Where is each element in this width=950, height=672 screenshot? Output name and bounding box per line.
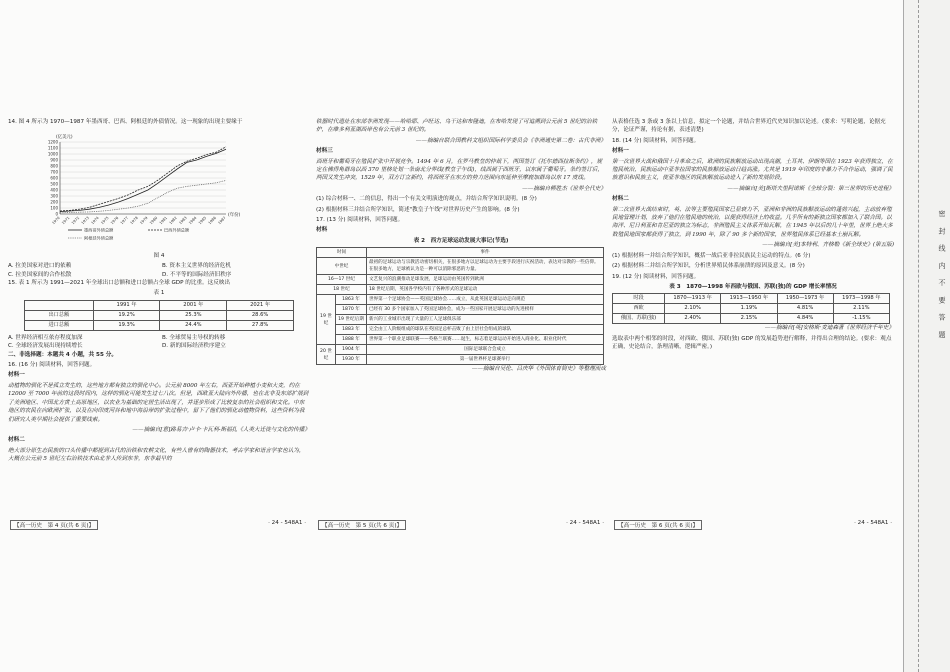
table1-header: 2001 年 <box>160 300 227 310</box>
y-tick-label: 200 <box>50 199 58 205</box>
page-5 <box>316 118 606 376</box>
footer-code: · 24 - 548A1 · <box>268 520 306 526</box>
q16-stem: 16. (16 分) 阅读材料，回答问题。 <box>8 362 96 369</box>
x-axis-label: (年份) <box>228 213 241 219</box>
y-tick-label: 1200 <box>47 139 58 145</box>
series-line <box>60 147 226 211</box>
table2-event: 世界第一个职业足球联赛——英格兰联赛……诞生，标志着足球运动开始进入商业化、职业化时代 <box>366 335 603 345</box>
series-line <box>60 150 226 212</box>
table2-time: 1883 年 <box>336 325 367 335</box>
q19-task: 选取表中两个相邻的时段，对西欧、俄国、苏联(独) GDP 的发展趋势进行解释，并得出合理的结论。(要求：观点正确，史论结合，条理清晰，逻辑严密。) <box>612 335 892 351</box>
legend-label: 墨西哥外债总额 <box>84 227 114 233</box>
material-text: 动植物的驯化不是孤立发生的，这些地方都有独立的驯化中心。公元前 8000 年左右，西亚开始种植小麦和大麦，约在 12000 至 7000 年前的这段时间内，这样的驯化可能发生过七八次。但是，西欧亚大陆向外传播，也在北非及东部扩展到了美洲地区、中国北方黄土高原地区，以农业为基础的定居生活出现了，并逐步形成了比较复杂的社会组织和文化。中东地区的农民在向欧洲扩张，以及在向印度河谷和地中海沿岸的扩张过程中，留下了他们的驯化动植物资料，这些资料为我们研究人类早期社会提供了重要线索。 <box>8 382 309 423</box>
page-6 <box>612 118 894 354</box>
material-title: 材料一 <box>8 372 25 379</box>
material-citation: ——摘编自[英]安格斯·麦迪森著《世界经济千年史》 <box>764 325 894 332</box>
table2-time: 中世纪 <box>317 258 367 275</box>
question-sub: (1) 根据材料一并结合所学知识，概括一战后亚非拉民族民主运动的特点。(6 分) <box>612 252 811 259</box>
footer-code: · 24 - 548A1 · <box>854 520 892 526</box>
table2-time: 1863 年 <box>336 295 367 305</box>
table2-time: 16—17 世纪 <box>317 275 367 285</box>
material-text: 西班牙和葡萄牙在殖民扩张中开展竞争。1494 年 6 月，在罗马教皇的仲裁下，两国签订《托尔德西拉斯条约》，规定在佛得角群岛以西 370 里格处划一条南北分界线(教皇子午线)，线西属于西班牙，以东属于葡萄牙。条约签订后，两国又发生冲突，1529 年，双方订立新约，将西班牙在东方的势力范围向东延伸至摩鹿加群岛以东 17 度线。 <box>316 158 604 182</box>
q17-task: 从表格任选 3 条或 3 条以上信息，拟定一个论题，并结合世界近代史知识加以论述。(要求：写明论题，论据充分，论证严谨，持论有据，表述清楚) <box>612 119 886 134</box>
table2 <box>316 247 604 365</box>
table3-cell: 2.11% <box>833 304 889 314</box>
y-axis-label: (亿美元) <box>56 135 73 141</box>
question-sub: (1) 综合材料一、二的信息，得出一个有关文明演进的观点，并结合所学知识说明。(8 分) <box>316 196 537 203</box>
table2-group: 19 世纪 <box>317 295 336 345</box>
seal-char: 密 <box>938 210 946 221</box>
x-tick-label: 1983 <box>178 216 188 226</box>
option-a: A. 拉美国家对进口的依赖 <box>8 263 72 270</box>
material-title: 材料 <box>316 227 328 234</box>
table3-cell: 2.10% <box>665 304 721 314</box>
table1-header: 2021 年 <box>227 300 294 310</box>
material-citation: ——摘编自[美]本特利、齐格勒《新全球史》(第五版) <box>762 242 894 249</box>
table2-event: 新兴的工业城市出现了大量的工人足球俱乐部 <box>366 315 603 325</box>
q19-stem: 19. (12 分) 阅读材料，回答问题。 <box>612 273 700 280</box>
table3-cell: 俄国、苏联(独) <box>613 314 665 324</box>
footer-page-label: 【高一历史 第 5 页(共 6 页)】 <box>318 520 406 530</box>
y-tick-label: 700 <box>50 169 58 175</box>
y-tick-label: 1100 <box>47 145 58 151</box>
material-title: 材料二 <box>612 196 629 203</box>
footer-page-label: 【高一历史 第 4 页(共 6 页)】 <box>10 520 98 530</box>
material-text: 绝大部分原生态民族的口头传播中都提到古代的治铁和农耕文化，有些人曾有的陶器技术，考古学家和语言学家也认为，大概在公元前 5 世纪左右治铁技术由北非人传到东非，东非最早的 <box>8 447 305 463</box>
table1-cell: 进口总额 <box>25 320 94 330</box>
q17-stem: 17. (13 分) 阅读材料，回答问题。 <box>316 217 404 224</box>
table2-time: 18 世纪 <box>317 285 367 295</box>
table3-cell: -1.15% <box>833 314 889 324</box>
table3-cell: 4.81% <box>777 304 833 314</box>
page-5-footer <box>318 520 604 530</box>
table3-header: 1973—1998 年 <box>833 294 889 304</box>
page-6-footer <box>614 520 892 530</box>
table2-group: 20 世纪 <box>317 345 336 365</box>
x-tick-label: 1985 <box>197 216 208 226</box>
table2-header: 时间 <box>317 248 367 258</box>
table3-cell: 西欧 <box>613 304 665 314</box>
table2-title: 表 2 西方足球运动发展大事记(节选) <box>413 237 509 244</box>
q14-options <box>8 262 310 279</box>
footer-page-label: 【高一历史 第 6 页(共 6 页)】 <box>614 520 702 530</box>
material-title: 材料一 <box>612 148 629 155</box>
y-tick-label: 900 <box>50 157 58 163</box>
option-a: A. 世界经济相互依存程度加深 <box>8 334 83 341</box>
material-citation: ——摘编自[意]路易吉·卢卡·卡瓦利-斯福扎《人类大迁徙与文化的传播》 <box>132 426 310 433</box>
material-title: 材料二 <box>8 437 25 444</box>
x-tick-label: 1974 <box>90 216 100 226</box>
x-tick-label: 1972 <box>70 216 81 226</box>
table3-cell: 2.15% <box>721 314 777 324</box>
table1-header: 1991 年 <box>93 300 160 310</box>
y-tick-label: 1000 <box>47 151 58 157</box>
y-tick-label: 500 <box>50 181 58 187</box>
table3-cell: 4.84% <box>777 314 833 324</box>
x-tick-label: 1971 <box>61 216 71 226</box>
page-4 <box>8 118 310 466</box>
material-citation: ——摘编自柳胜杰《世界全代史》 <box>522 185 606 192</box>
x-tick-label: 1975 <box>100 216 110 226</box>
table1-cell: 19.2% <box>93 310 160 320</box>
y-tick-label: 0 <box>55 211 58 217</box>
y-tick-label: 600 <box>50 175 58 181</box>
y-tick-label: 100 <box>50 205 58 211</box>
table2-event: 18 世纪后期，英国各学校内有了各种形式的足球运动 <box>366 285 603 295</box>
material-citation: ——摘编自联合国教科文组织国际科学委员会《非洲通史第二卷：古代非洲》 <box>415 137 606 144</box>
y-tick-label: 400 <box>50 187 58 193</box>
seal-char: 要 <box>938 296 946 308</box>
table1-cell: 25.3% <box>160 310 227 320</box>
x-tick-label: 1973 <box>80 216 91 226</box>
table2-time: 1904 年 <box>336 345 367 355</box>
x-tick-label: 1984 <box>188 216 198 226</box>
q15-options <box>8 334 310 351</box>
page-4-footer <box>10 520 306 530</box>
x-tick-label: 1977 <box>119 216 130 226</box>
table2-time: 1930 年 <box>336 355 367 365</box>
seal-char: 答 <box>938 313 946 325</box>
table1-header <box>25 300 94 310</box>
table2-event: 国际足球联合会成立 <box>366 345 603 355</box>
y-tick-label: 300 <box>50 193 58 199</box>
legend-label: 巴西外债总额 <box>164 227 190 233</box>
option-d: D. 新的国际经济秩序建立 <box>162 343 226 350</box>
seal-char: 封 <box>938 227 946 239</box>
question-sub: (2) 根据材料二并结合所学知识，分析世界殖民体系崩溃的原因及意义。(8 分) <box>612 263 805 270</box>
x-tick-label: 1987 <box>217 216 227 226</box>
table2-time: 19 世纪后期 <box>336 315 367 325</box>
table3-header: 1913—1950 年 <box>721 294 777 304</box>
seal-notice <box>930 210 950 342</box>
x-tick-label: 1986 <box>207 216 217 226</box>
material-text: 第二次世界大战结束时，英、法等主要殖民国家已显衰力不，亚洲和非洲的民族解放运动的蓬勃兴起，主动放弃殖民地管理计划，放弃了他们在殖民地的统治，以便获得经济上的收益。几乎所有的新独立国家都加入了联合国。以海洋、尼日利亚和肯尼亚的独立为标志，非洲殖民主义体系开始瓦解，在 1945 年以后的几十年里，世界上绝大多数殖民地国家都获得了独立，到 1990 年，除了 90 多个新的国家，世界殖民体系已经基本土崩瓦解。 <box>612 206 893 238</box>
binding-margin <box>903 0 950 672</box>
option-b: B. 资本主义世界的经济危机 <box>162 263 231 270</box>
table3-cell: 1.19% <box>721 304 777 314</box>
table2-event: 世界第一个足球协会——英国足球协会……成立，从此英国足球运动走向规范 <box>366 295 603 305</box>
x-tick-label: 1970 <box>51 216 61 226</box>
x-tick-label: 1980 <box>149 216 159 226</box>
table2-event: 第一届世界杯足球赛举行 <box>366 355 603 365</box>
table2-header: 事件 <box>366 248 603 258</box>
option-c: C. 全球经济发展出现持续增长 <box>8 343 83 350</box>
table1-cell: 19.3% <box>93 320 160 330</box>
x-tick-label: 1979 <box>139 216 149 226</box>
material-text: 铁器时代遗址在东部非洲发现——哈哈耶、卢旺达、乌干达和布隆迪，在布哈发现了可追溯到公元前 5 世纪的治铁炉，在维多利亚湖西岸也有公元前 3 世纪的。 <box>316 119 598 134</box>
legend-label: 阿根廷外债总额 <box>84 235 114 241</box>
q14-stem: 14. 图 4 所示为 1970—1987 年墨西哥、巴西、阿根廷的外债情况。这一现象的出现主要缘于 <box>8 119 243 125</box>
footer-code: · 24 - 548A1 · <box>566 520 604 526</box>
table2-event: 已经有 30 多个国家加入了英国足球协会，成为一些国家开展足球运动的先进榜样 <box>366 305 603 315</box>
q18-stem: 18. (14 分) 阅读材料，回答问题。 <box>612 137 700 144</box>
table1-cell: 24.4% <box>160 320 227 330</box>
seal-line <box>918 0 919 672</box>
table2-event: 最初的足球运动与宗教活动密切相关，在很多地方以足球运动为主要手段进行庆祝活动，表达对宗教的一些信仰。在很多地方，足球被认为是一种可以消除邪恶的力量。 <box>366 258 603 275</box>
external-debt-chart <box>38 130 242 246</box>
x-tick-label: 1978 <box>129 216 139 226</box>
table3-title: 表 3 1870—1998 年西欧与俄国、苏联(独)的 GDP 增长率情况 <box>669 283 837 290</box>
seal-char: 内 <box>938 261 946 273</box>
x-tick-label: 1982 <box>168 216 178 226</box>
x-tick-label: 1981 <box>158 216 169 226</box>
table2-event: 完全由工人阶级组成的球队在英国足总杯击败了由上层社会组成的球队 <box>366 325 603 335</box>
x-tick-label: 1976 <box>109 216 120 226</box>
seal-char: 题 <box>938 330 946 342</box>
material-text: 第一次世界大战和俄国十月革命之后，欧洲的民族解放运动出现高潮，土耳其、伊朗等国在 1923 年获得独立，在殖民统治，民族运动中亚非拉国家的民族解放运动日趋高涨。尤其是 1919 年印度的非暴力不合作运动，强调了民族意识和民族主义，使亚非地区的民族解放运动进入了新的发展阶段。 <box>612 158 893 182</box>
y-tick-label: 800 <box>50 163 58 169</box>
option-d: D. 不平等的国际经济旧秩序 <box>162 271 232 278</box>
seal-char: 线 <box>938 244 946 256</box>
table1 <box>24 300 294 331</box>
option-c: C. 拉美国家间的合作松散 <box>8 271 72 278</box>
table1-title: 表 1 <box>153 290 165 297</box>
table1-cell: 28.6% <box>227 310 294 320</box>
table1-cell: 27.8% <box>227 320 294 330</box>
table3-header: 1950—1973 年 <box>777 294 833 304</box>
table3 <box>612 293 890 324</box>
table2-time: 1888 年 <box>336 335 367 345</box>
material-title: 材料三 <box>316 148 333 155</box>
table1-cell: 出口总额 <box>25 310 94 320</box>
material-citation: ——摘编自[美]斯塔夫里阿诺斯《全球分裂：第三世界的历史进程》 <box>727 185 894 192</box>
seal-char: 不 <box>938 278 946 290</box>
table2-time: 1870 年 <box>336 305 367 315</box>
table3-header: 1870—1913 年 <box>665 294 721 304</box>
table2-event: 文艺复兴的浪潮推动足球发展，足球运动由英国传到欧洲 <box>366 275 603 285</box>
table3-header: 时段 <box>613 294 665 304</box>
material-citation: ——摘编自吴伦、吕庆华《外国体育简史》等整理而成 <box>471 366 606 373</box>
question-sub: (2) 根据材料三并结合所学知识，简述"教皇子午线"对世界历史产生的影响。(8 分) <box>316 206 520 213</box>
q15-stem: 15. 表 1 所示为 1991—2021 年全球出口总额和进口总额占全球 GDP 的比重。这反映出 <box>8 280 231 287</box>
table3-cell: 2.40% <box>665 314 721 324</box>
option-b: B. 全球贸易主导权的转移 <box>162 334 226 341</box>
figure-label: 图 4 <box>153 252 165 259</box>
section-heading: 二、非选择题：本题共 4 小题，共 55 分。 <box>8 351 117 358</box>
